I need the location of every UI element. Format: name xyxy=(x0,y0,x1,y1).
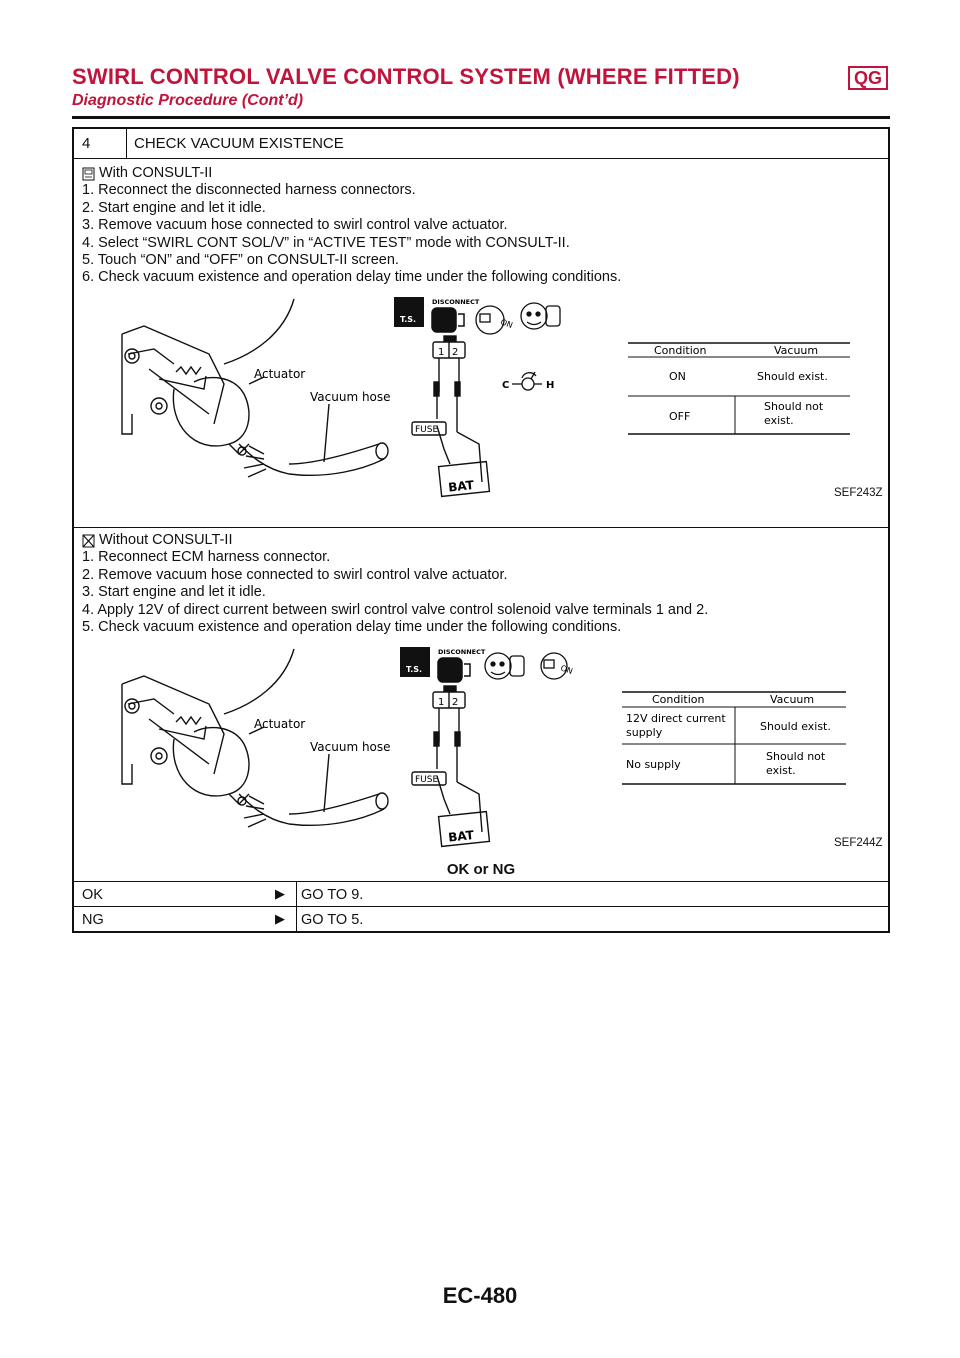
svg-text:T.S.: T.S. xyxy=(400,315,417,324)
without-consult-step: 1. Reconnect ECM harness connector. xyxy=(82,549,331,566)
ignition-on-label: ON xyxy=(559,663,574,677)
figure-code: SEF244Z xyxy=(834,837,883,849)
ts-icon xyxy=(400,647,430,677)
arrow-icon: ▶ xyxy=(275,886,285,901)
table-cell: No supply xyxy=(626,758,681,771)
table-header-vacuum: Vacuum xyxy=(774,344,819,357)
with-consult-step: 3. Remove vacuum hose connected to swirl control valve actuator. xyxy=(82,217,508,234)
engine-face-icon xyxy=(485,653,524,679)
ok-or-ng-question: OK or NG xyxy=(446,861,516,878)
without-consult-step: 4. Apply 12V of direct current between swirl control valve control solenoid valve terminals 1 and 2. xyxy=(82,601,709,618)
fuse-label: FUSE xyxy=(415,425,439,435)
actuator-label: Actuator xyxy=(254,367,306,381)
svg-text:T.S.: T.S. xyxy=(406,665,423,674)
result-row xyxy=(74,881,888,907)
without-consult-step: 2. Remove vacuum hose connected to swirl control valve actuator. xyxy=(82,566,508,583)
without-consult-section xyxy=(82,532,882,636)
actuator-label: Actuator xyxy=(254,717,306,731)
disconnect-label: DISCONNECT xyxy=(438,648,486,656)
section-divider xyxy=(74,527,888,528)
result-divider xyxy=(296,907,297,932)
ignition-on-label: ON xyxy=(499,317,514,331)
section-subtitle: Diagnostic Procedure (Cont’d) xyxy=(72,92,304,109)
figure-code: SEF243Z xyxy=(834,487,883,499)
result-row xyxy=(74,906,888,932)
result-label: NG xyxy=(82,912,104,928)
actuator-drawing xyxy=(122,299,388,477)
table-cell: ON xyxy=(669,370,686,383)
with-consult-section xyxy=(82,165,882,287)
condition-table xyxy=(622,692,846,784)
figure-sef244z xyxy=(114,644,874,849)
without-consult-heading-row xyxy=(82,532,882,549)
result-divider xyxy=(296,882,297,907)
with-consult-step: 1. Reconnect the disconnected harness connectors. xyxy=(82,182,416,199)
connector-icon xyxy=(432,308,464,332)
with-consult-step: 5. Touch “ON” and “OFF” on CONSULT-II screen. xyxy=(82,252,399,269)
engine-face-icon xyxy=(521,303,560,329)
step-divider xyxy=(126,129,127,158)
terminal-1-label: 1 xyxy=(438,697,445,708)
battery-label: BAT xyxy=(447,828,475,845)
battery-label: BAT xyxy=(447,478,475,495)
solenoid-connector xyxy=(412,336,489,496)
vacuum-hose-label: Vacuum hose xyxy=(310,390,391,404)
without-consult-step: 3. Start engine and let it idle. xyxy=(82,584,266,601)
disconnect-label: DISCONNECT xyxy=(432,298,480,306)
no-consult-icon xyxy=(82,534,95,548)
gauge-c-label: C xyxy=(502,380,510,391)
temperature-gauge-icon xyxy=(512,372,542,390)
table-cell: supply xyxy=(626,726,663,739)
section-title: SWIRL CONTROL VALVE CONTROL SYSTEM (WHERE FITTED) xyxy=(72,64,740,89)
with-consult-heading: With CONSULT-II xyxy=(99,165,213,181)
with-consult-step: 2. Start engine and let it idle. xyxy=(82,199,266,216)
with-consult-heading-row xyxy=(82,165,882,182)
table-cell: Should exist. xyxy=(760,720,831,733)
table-cell: OFF xyxy=(669,410,691,423)
procedure-box xyxy=(72,127,890,933)
result-label: OK xyxy=(82,887,103,903)
ignition-key-icon xyxy=(476,306,504,334)
table-header-condition: Condition xyxy=(654,344,707,357)
vacuum-hose-label: Vacuum hose xyxy=(310,740,391,754)
table-cell: 12V direct current xyxy=(626,712,726,725)
terminal-1-label: 1 xyxy=(438,347,445,358)
step-title-row xyxy=(74,129,888,159)
consult-icon xyxy=(82,167,95,181)
table-header-condition: Condition xyxy=(652,693,705,706)
table-cell: Should not xyxy=(764,400,824,413)
section-badge: QG xyxy=(848,66,888,90)
terminal-2-label: 2 xyxy=(452,347,459,358)
solenoid-connector xyxy=(412,686,489,846)
table-header-vacuum: Vacuum xyxy=(770,693,815,706)
table-cell: exist. xyxy=(766,764,796,777)
step-title: CHECK VACUUM EXISTENCE xyxy=(134,135,344,152)
connector-icon xyxy=(438,658,470,682)
arrow-icon: ▶ xyxy=(275,911,285,926)
page-number: EC-480 xyxy=(442,1283,518,1308)
with-consult-step: 6. Check vacuum existence and operation delay time under the following conditions. xyxy=(82,269,622,286)
table-cell: Should not xyxy=(766,750,826,763)
actuator-drawing xyxy=(122,649,388,827)
fuse-label: FUSE xyxy=(415,775,439,785)
without-consult-heading: Without CONSULT-II xyxy=(99,532,233,548)
table-cell: Should exist. xyxy=(757,370,828,383)
with-consult-step: 4. Select “SWIRL CONT SOL/V” in “ACTIVE TEST” mode with CONSULT-II. xyxy=(82,234,570,251)
figure-sef243z xyxy=(114,294,874,499)
without-consult-step: 5. Check vacuum existence and operation delay time under the following conditions. xyxy=(82,619,622,636)
header-rule xyxy=(72,116,890,119)
terminal-2-label: 2 xyxy=(452,697,459,708)
condition-table xyxy=(628,343,850,434)
step-number: 4 xyxy=(82,135,91,152)
table-cell: exist. xyxy=(764,414,794,427)
gauge-h-label: H xyxy=(546,380,555,391)
result-action: GO TO 5. xyxy=(301,912,364,928)
result-action: GO TO 9. xyxy=(301,887,364,903)
ts-icon xyxy=(394,297,424,327)
